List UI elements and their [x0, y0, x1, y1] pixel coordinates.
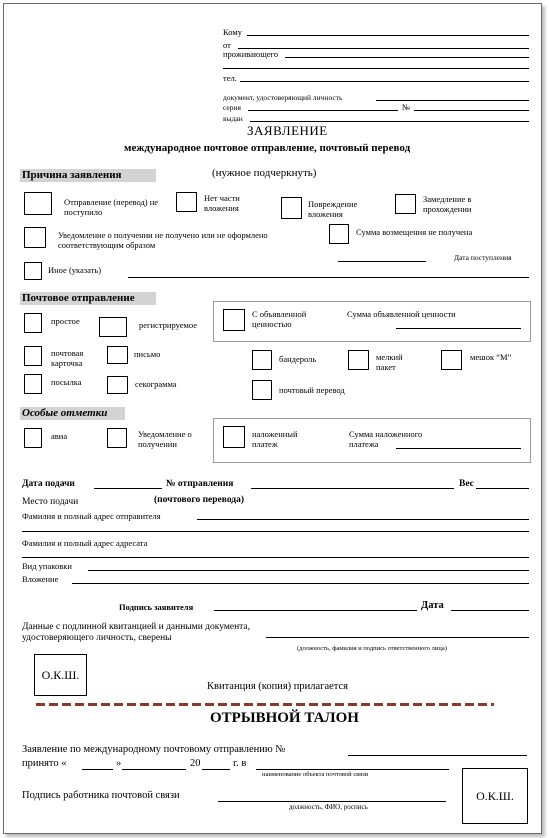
id-doc-line[interactable] [376, 100, 529, 101]
address-line-2[interactable] [223, 68, 529, 69]
packaging-line[interactable] [88, 570, 529, 571]
refund-label: Сумма возмещения не получена [356, 227, 473, 237]
phone-label: тел. [223, 73, 237, 83]
delay-label: Замедление в прохождении [423, 194, 472, 214]
not-received-checkbox[interactable] [24, 192, 52, 215]
money-order-label: почтовый перевод [279, 385, 345, 395]
registered-label: регистрируемое [139, 320, 198, 330]
accepted-month-line[interactable] [122, 769, 186, 770]
missing-parts-checkbox[interactable] [176, 192, 197, 212]
sign-date-line[interactable] [451, 610, 529, 611]
other-label: Иное (указать) [48, 265, 102, 275]
postcard-label: почтовая карточка [51, 348, 84, 368]
other-line[interactable] [128, 277, 529, 278]
contents-line[interactable] [72, 583, 529, 584]
applicant-sign-label: Подпись заявителя [119, 602, 194, 612]
declared-value-checkbox[interactable] [223, 309, 245, 331]
issued-label: выдан [223, 114, 243, 123]
accepted-year-prefix: 20 [190, 758, 201, 769]
id-doc-label: документ, удостоверяющий личность [223, 93, 343, 102]
sender-line[interactable] [197, 519, 529, 520]
series-label: серия [223, 103, 241, 112]
cod-sum-line[interactable] [396, 448, 521, 449]
receipt-attached-label: Квитанция (копия) прилагается [207, 681, 348, 692]
avia-label: авиа [51, 431, 68, 441]
cod-label: наложенный платеж [252, 429, 298, 449]
oksh-stamp-top: О.К.Ш. [34, 654, 87, 696]
to-label: Кому [223, 27, 242, 37]
other-checkbox[interactable] [24, 262, 42, 280]
secogram-label: секограмма [135, 379, 177, 389]
from-label: от [223, 40, 231, 50]
worker-details-caption: должность, ФИО, роспись [289, 803, 368, 811]
declared-sum-label: Сумма объявленной ценности [347, 309, 456, 319]
simple-label: простое [51, 316, 80, 326]
form-subtitle: международное почтовое отправление, почтовый перевод [124, 142, 411, 154]
letter-label: письмо [134, 349, 161, 359]
cod-checkbox[interactable] [223, 426, 245, 448]
weight-label: Вес [459, 479, 474, 489]
sender-label: Фамилия и полный адрес отправителя [22, 511, 161, 521]
parcel-checkbox[interactable] [252, 350, 272, 370]
small-packet-checkbox[interactable] [348, 350, 369, 370]
phone-line[interactable] [240, 81, 529, 82]
order-note: (почтового перевода) [154, 495, 245, 505]
damage-checkbox[interactable] [281, 197, 302, 219]
number-sign: № [402, 102, 411, 112]
weight-line[interactable] [476, 488, 529, 489]
contents-label: Вложение [22, 574, 59, 584]
sign-date-label: Дата [421, 600, 444, 611]
mail-heading: Почтовое отправление [20, 292, 156, 305]
post-object-caption: наименование объекта почтовой связи [262, 771, 369, 778]
letter-checkbox[interactable] [107, 346, 128, 364]
secogram-checkbox[interactable] [107, 376, 128, 394]
missing-parts-label: Нет части вложения [204, 193, 240, 213]
bag-m-checkbox[interactable] [441, 350, 462, 370]
recipient-line[interactable] [22, 557, 529, 558]
residing-line[interactable] [285, 57, 529, 58]
refund-date-line[interactable] [338, 261, 426, 262]
application-form [3, 3, 542, 834]
packaging-label: Вид упаковки [22, 561, 72, 571]
accepted-day-line[interactable] [82, 769, 113, 770]
reason-heading: Причина заявления [20, 169, 156, 182]
filing-date-line[interactable] [94, 488, 162, 489]
not-received-label: Отправление (перевод) не поступило [64, 197, 159, 217]
from-line[interactable] [238, 48, 529, 49]
notice-issue-label: Уведомление о получении не получено или не оформлено соответствующим образом [58, 230, 268, 250]
recipient-label: Фамилия и полный адрес адресата [22, 538, 148, 548]
damage-label: Повреждение вложения [308, 199, 358, 219]
mail-number-line[interactable] [251, 488, 454, 489]
parcel-label: бандероль [279, 354, 317, 364]
official-caption: (должность, фамилия и подпись ответственного лица) [297, 645, 447, 652]
notice-issue-checkbox[interactable] [24, 227, 46, 248]
coupon-title: ОТРЫВНОЙ ТАЛОН [210, 710, 359, 726]
declared-sum-line[interactable] [396, 328, 521, 329]
package-checkbox[interactable] [24, 374, 42, 394]
to-line[interactable] [247, 35, 529, 36]
notice-checkbox[interactable] [107, 428, 127, 448]
delay-checkbox[interactable] [395, 194, 416, 214]
tear-line [36, 703, 494, 706]
form-title: ЗАЯВЛЕНИЕ [247, 123, 328, 138]
declared-value-label: С объявленной ценностью [252, 309, 307, 329]
simple-checkbox[interactable] [24, 313, 42, 333]
number-line[interactable] [414, 110, 529, 111]
date-received-label: Дата поступления [454, 253, 512, 262]
accepted-quote-close: » [116, 758, 122, 769]
postcard-checkbox[interactable] [24, 346, 42, 366]
series-line[interactable] [248, 110, 398, 111]
official-line[interactable] [266, 637, 529, 638]
small-packet-label: мелкий пакет [376, 352, 403, 372]
cod-sum-label: Сумма наложенного платежа [349, 429, 423, 449]
money-order-checkbox[interactable] [252, 380, 272, 400]
registered-checkbox[interactable] [99, 317, 127, 337]
filing-place-label: Место подачи [22, 497, 79, 507]
bag-m-label: мешок “М” [470, 352, 512, 362]
accepted-label: принято « [22, 758, 67, 769]
mail-number-label: № отправления [166, 479, 234, 489]
package-label: посылка [51, 377, 82, 387]
issued-line[interactable] [250, 121, 529, 122]
filing-date-label: Дата подачи [22, 479, 75, 489]
special-heading: Особые отметки [20, 407, 125, 420]
coupon-number-line[interactable] [348, 755, 527, 756]
underline-note: (нужное подчеркнуть) [212, 167, 317, 179]
residing-label: проживающего [223, 49, 279, 59]
verified-label: Данные с подлинной квитанцией и данными документа, удостоверяющего личность, сверены [22, 622, 251, 643]
oksh-stamp-bottom: О.К.Ш. [462, 768, 528, 824]
accepted-year-line[interactable] [202, 769, 230, 770]
sender-line-2[interactable] [22, 531, 529, 532]
notice-label: Уведомление о получении [138, 429, 192, 449]
applicant-sign-line[interactable] [214, 610, 417, 611]
coupon-statement-label: Заявление по международному почтовому отправлению № [22, 744, 286, 755]
avia-checkbox[interactable] [24, 428, 42, 448]
worker-sign-label: Подпись работника почтовой связи [22, 790, 180, 801]
refund-checkbox[interactable] [329, 224, 349, 244]
post-object-line[interactable] [256, 769, 449, 770]
accepted-year-suffix: г. в [233, 758, 247, 769]
worker-sign-line[interactable] [218, 801, 446, 802]
